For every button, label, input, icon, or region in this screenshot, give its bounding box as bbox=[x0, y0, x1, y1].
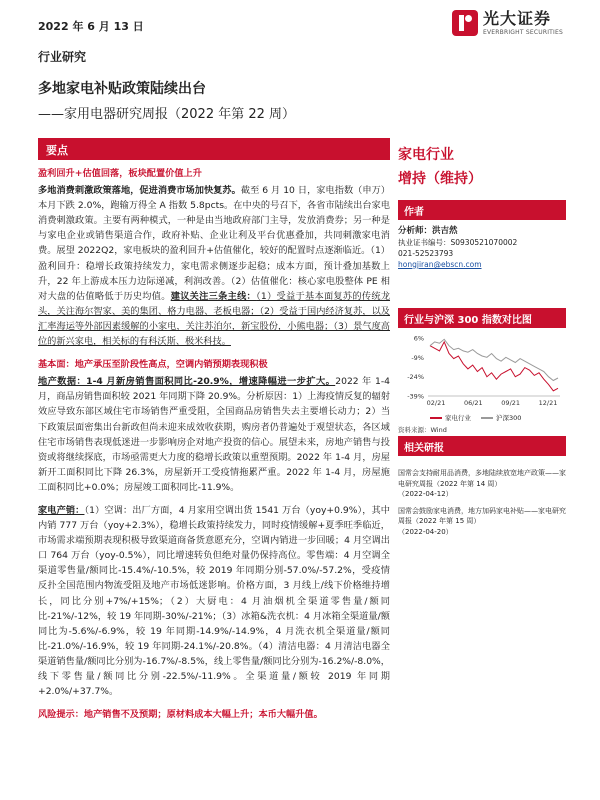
chart-plot bbox=[398, 332, 566, 412]
text-policy: 截至 6 月 10 日，家电指数（申万）本月下跌 2.0%，跑输万得全 A 指数 5.8pcts。在中央的号召下，各省市陆续出台家电消费刺激政策。主要有两种模式，一种是由当地政府部门主导，发放消费券；另一种是与家电企业或销售渠道合作，政府补贴、企业让利及平台优惠叠加，共同刺激家电消费。展望 2022Q2，家电板块的盈利回升+估值催化，较好的配置时点逐渐临近。（1）盈利回升：稳增长政策持续发力，家电需求侧逐步起稳；成本方面，预计叠加基数上升，22 年上游成本压力边际递减，利润改善。（2）估值催化：核心家电股整体 PE 相对大盘的估值略低于历史均值。 bbox=[38, 185, 391, 302]
y-tick-label: -9% bbox=[411, 353, 424, 362]
paragraph-policy bbox=[38, 183, 390, 349]
legend-label-hs300: 沪深300 bbox=[496, 414, 522, 422]
legend-swatch-hs300 bbox=[481, 417, 493, 419]
lead-three-lines: 建议关注三条主线： bbox=[170, 290, 257, 302]
series-line-hs300 bbox=[430, 339, 558, 380]
related-report-date: （2022-04-12） bbox=[398, 490, 453, 498]
y-tick-label: 6% bbox=[413, 334, 424, 343]
lead-appliances: 家电产销： bbox=[38, 504, 85, 516]
analyst-license: 执业证书编号：S0930521070002 bbox=[398, 238, 518, 247]
series-line-sector bbox=[430, 342, 558, 391]
lead-policy: 多地消费刺激政策落地，促进消费市场加快复苏。 bbox=[38, 185, 241, 197]
report-title: 多地家电补贴政策陆续出台 bbox=[38, 81, 206, 97]
chart-legend bbox=[430, 413, 566, 422]
analyst-phone: 021-52523793 bbox=[398, 249, 454, 258]
main-content bbox=[38, 166, 390, 724]
rating-panel bbox=[398, 144, 566, 188]
y-tick-label: -24% bbox=[407, 373, 424, 382]
logo-name-cn: 光大证券 bbox=[483, 8, 552, 28]
chart-title: 行业与沪深 300 指数对比图 bbox=[398, 308, 566, 328]
report-subtitle: ——家用电器研究周报（2022 年第 22 周） bbox=[38, 107, 296, 122]
lead-property: 地产数据：1-4 月新房销售面积同比-20.9%，增速降幅进一步扩大。 bbox=[38, 376, 336, 388]
risk-warning: 风险提示：地产销售不及预期；原材料成本大幅上升；本币大幅升值。 bbox=[38, 709, 323, 721]
heading-fundamentals: 基本面：地产承压至阶段性高点，空调内销预期表现积极 bbox=[38, 359, 268, 371]
logo-icon bbox=[452, 10, 478, 36]
author-header: 作者 bbox=[398, 200, 566, 220]
text-property: 2022 年 1-4 月，商品房销售面积较 2021 年同期下降 20.9%。分析原因：1）上海疫情反复的辐射效应导致东部区域住宅市场销售严重受阻，全国商品房销售失去主要增长动力；2）当下政策层面密集出台新政但尚未迎来成效收获期，购房者仍普遍处于观望状态，各区域住宅市场销售表现低迷进一步影响房企对地产投资的信心。展望未来，房地产销售与投资或将继续探底，市场亟需更大力度的稳增长政策以重塑预期。2022 年 1-4 月，房屋新开工面积同比下降 26.3%，房屋新开工受疫情拖累严重。2022 年 1-4 月，房屋施工面积同比+0.0%；房屋竣工面积同比-11.9%。 bbox=[38, 376, 391, 493]
index-comparison-chart bbox=[398, 308, 566, 434]
related-report-title: 国常会支持耐用品消费，多地陆续放宽地产政策——家电研究周报（2022 年第 14 周） bbox=[398, 469, 566, 488]
heading-valuation: 盈利回升+估值回落，板块配置价值上升 bbox=[38, 168, 202, 179]
chart-source: 资料来源：Wind bbox=[398, 426, 447, 434]
rating-label: 增持（维持） bbox=[398, 171, 482, 187]
paragraph-property bbox=[38, 374, 390, 495]
x-tick-label: 06/21 bbox=[463, 399, 483, 407]
related-report-item[interactable] bbox=[398, 506, 566, 538]
related-report-title: 国常会鼓励家电消费，地方加码家电补贴——家电研究周报（2022 年第 15 周） bbox=[398, 506, 566, 525]
brand-logo bbox=[452, 10, 563, 36]
analyst-name: 分析师：洪吉然 bbox=[398, 226, 458, 236]
report-category: 行业研究 bbox=[38, 50, 87, 64]
text-appliances: （1）空调：出厂方面，4 月家用空调出货 1541 万台（yoy+0.9%），其中内销 777 万台（yoy+2.3%），稳增长政策持续发力，同时疫情缓解+夏季旺季临近，市场需求端预期表现积极导致渠道商备货意愿充分，空调内销进一步回暖；4 月空调出口 764 万台（yoy-0.5%），同比增速转负但绝对量仍保持高位。零售端：4 月空调全渠道零售量/额同比-15.4%/-10.5%，较 2019 年同期分别-57.0%/-57.2%，受疫情反扑全国范围内物流受阻及地产市场低迷影响。价格方面，3 月线上/线下价格维持增长，同比分别+7%/+15%；（2）大厨电：4 月油烟机全渠道零售量/额同比-21%/-12%，较 19 年同期-30%/-21%；（3）冰箱&洗衣机：4 月冰箱全渠道量/额同比为-5.6%/-6.9%，较 19 年同期-14.9%/-14.9%，4 月洗衣机全渠道量/额同比-21.0%/-16.9%，较 19 年同期-24.1%/-20.8%。（4）清洁电器：4 月清洁电器全渠道销售量/额同比分别为-16.7%/-8.5%，线上零售量/额同比分别为-16.2%/-8.0%，线下零售量/额同比分别-22.5%/-11.9%。全渠道量/额较 2019 年同期+2.0%/+37.7%。 bbox=[38, 504, 390, 698]
analyst-email[interactable]: hongjiran@ebscn.com bbox=[398, 260, 482, 269]
sector-name: 家电行业 bbox=[398, 147, 454, 163]
related-report-date: （2022-04-20） bbox=[398, 527, 453, 536]
related-reports bbox=[398, 436, 566, 543]
legend-label-sector: 家电行业 bbox=[445, 414, 471, 422]
x-tick-label: 02/21 bbox=[426, 399, 446, 407]
related-header: 相关研报 bbox=[398, 436, 566, 456]
text-three-lines: （1）受益于基本面复苏的传统龙头，关注海尔智家、美的集团、格力电器、老板电器；（2）受益于国内经济复苏，以及汇率海运等外部因素缓解的小家电，关注苏泊尔，新宝股份，小熊电器；（3）景气度高位的新兴家电，相关标的有科沃斯、极米科技。 bbox=[38, 290, 391, 348]
author-panel bbox=[398, 200, 566, 270]
paragraph-appliances bbox=[38, 503, 390, 699]
logo-name-en: EVERBRIGHT SECURITIES bbox=[483, 28, 563, 36]
legend-swatch-sector bbox=[430, 417, 442, 419]
y-tick-label: -39% bbox=[407, 392, 424, 401]
report-date: 2022 年 6 月 13 日 bbox=[38, 20, 144, 33]
related-report-item[interactable] bbox=[398, 468, 566, 500]
x-tick-label: 12/21 bbox=[538, 399, 558, 407]
section-header-key-points: 要点 bbox=[38, 138, 390, 160]
x-tick-label: 09/21 bbox=[501, 399, 521, 407]
